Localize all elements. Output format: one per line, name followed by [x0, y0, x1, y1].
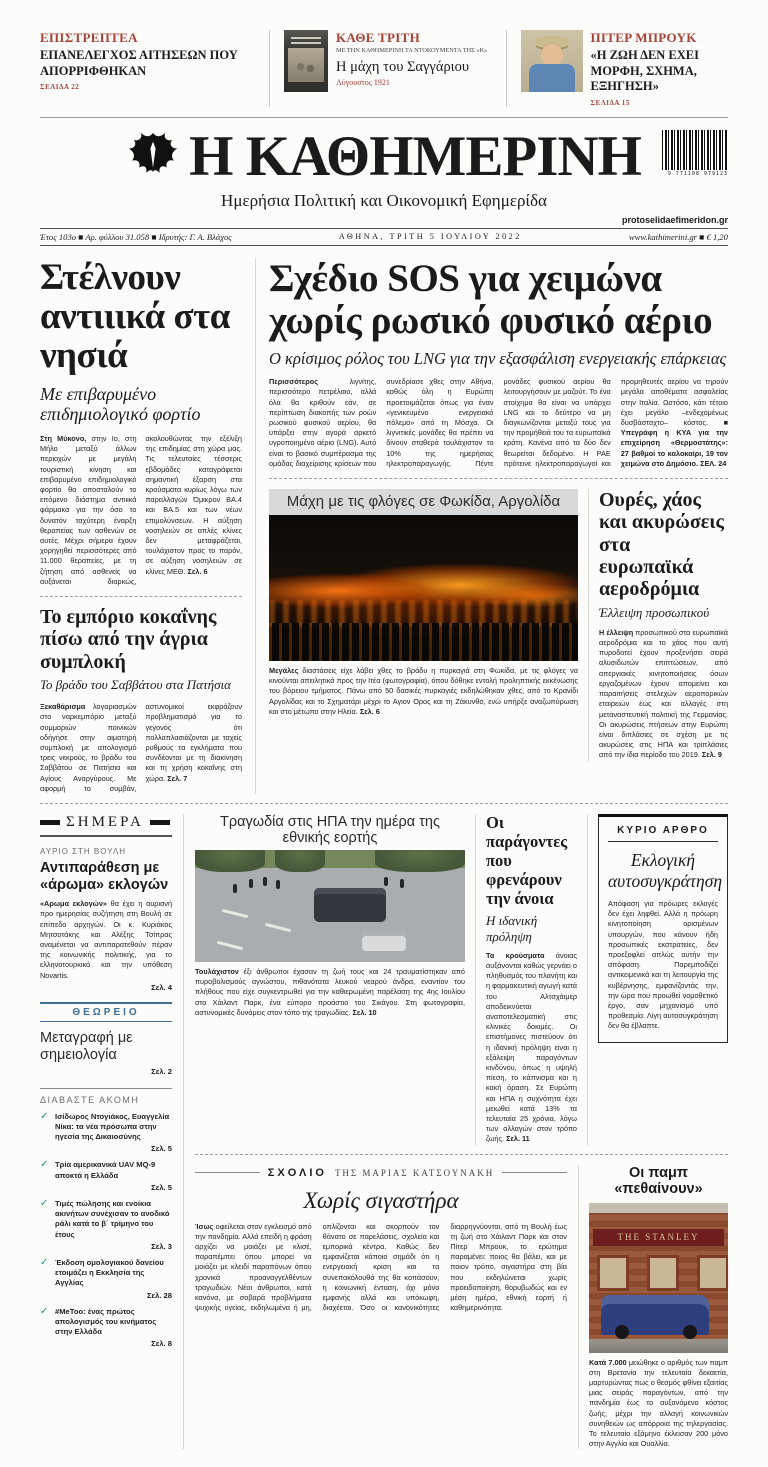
lead-left-body-lead: Στη Μύκονο, [40, 433, 87, 443]
pubs-caption [589, 1358, 728, 1450]
dementia-headline: Οι παράγοντες που φρενάρουν την άνοια [486, 812, 568, 908]
main-bullet: ■ Υπεγράφη η ΚΥΑ για την επιχείρηση «Θερμοστάτης»: 27 βαθμοί το καλοκαίρι, 19 τον χειμώνα στο Δημόσιο. [620, 417, 728, 468]
promo-center-date: Αύγουστος 1921 [336, 78, 390, 87]
site-note: protoselidaefimeridon.gr [621, 214, 728, 225]
fire-banner-headline: Μάχη με τις φλόγες σε Φωκίδα, Αργολίδα [269, 489, 578, 515]
fire-article [269, 489, 578, 761]
cocaine-body [40, 702, 242, 794]
promo-right [506, 30, 729, 107]
main-bullet-pageref: ΣΕΛ. 24 [700, 458, 727, 468]
lead-left-pageref: Σελ. 6 [187, 566, 208, 576]
usa-shooting-photo [195, 850, 465, 962]
header-bar [40, 820, 60, 825]
read-more-text: #MeToo: ένας πρώτος απολογισμός του κινήματος στην Ελλάδα [55, 1306, 157, 1337]
dementia-body-text: άνοιας αυξάνονται καθώς γερνάει ο πληθυσμός του πλανήτη και η φαρμακευτική αγωγή κατά του Αλτσχάιμερ αποδεικνύεται αναποτελεσματική στις κλινικές δοκιμές. Οι επιστήμονες πιστεύουν ότι η ιδανική πρόληψη είναι η εξάλειψη παραγόντων κινδύνου, όπως η υψηλή πίεση, το κάπνισμα και η κακή όραση. Σε Ευρώπη και ΗΠΑ η συχνότητα έχει μειωθεί κατά 13% τα τελευταία 25 χρόνια, λόγω των αλλαγών στον τρόπο ζωής. [486, 950, 578, 1144]
divider [40, 803, 728, 804]
book-cover-image [284, 30, 328, 92]
airports-headline: Ουρές, χάος και ακυρώσεις στα ευρωπαϊκά αεροδρόμια [599, 488, 724, 601]
read-more-text: Ισίδωρος Ντογιάκος, Ευαγγελία Νίκα: τα νέα πρόσωπα στην ηγεσία της Δικαιοσύνης [55, 1111, 170, 1142]
pubs-article [578, 1165, 728, 1450]
pubs-headline: Οι παμπ «πεθαίνουν» [614, 1164, 703, 1197]
read-more-pageref: Σελ. 5 [151, 1182, 172, 1192]
promo-center [269, 30, 492, 107]
lead-left-body [40, 434, 242, 587]
editorial-box [598, 814, 728, 1043]
promo-left [40, 30, 255, 107]
dateline [40, 228, 728, 246]
simera-body-lead: «Αρωμα εκλογών» [40, 899, 107, 909]
read-more-text: Τρία αμερικανικά UAV MQ-9 αποκτά η Ελλάδα [55, 1160, 156, 1180]
usa-caption-pageref: Σελ. 10 [352, 1007, 377, 1017]
pub-sign: THE STANLEY [593, 1229, 724, 1246]
simera-kicker: ΑΥΡΙΟ ΣΤΗ ΒΟΥΛΗ [40, 846, 127, 856]
left-column [40, 258, 242, 794]
airports-body-lead: Η έλλειψη [599, 627, 634, 637]
main-subhead: Ο κρίσιμος ρόλος του LNG για την εξασφάλιση ενεργειακής επάρκειας [269, 349, 727, 369]
main-article [255, 258, 728, 794]
scholio-header [195, 1167, 567, 1179]
read-more-pageref: Σελ. 8 [151, 1339, 172, 1349]
newspaper-title [127, 124, 641, 188]
simera-headline: Αντιπαράθεση με «άρωμα» εκλογών [40, 859, 169, 894]
promo-right-page: ΣΕΛΙΔΑ 15 [590, 98, 630, 107]
read-more-pageref: Σελ. 5 [151, 1144, 172, 1154]
check-icon: ✓ [40, 1305, 49, 1317]
check-icon: ✓ [40, 1256, 49, 1268]
promo-right-title: «Η ΖΩΗ ΔΕΝ ΕΧΕΙ ΜΟΡΦΗ, ΣΧΗΜΑ, ΕΞΗΓΗΣΗ» [590, 48, 699, 94]
scholio-article [195, 1165, 567, 1450]
editorial-body: Απόφαση για πρόωρες εκλογές δεν έχει ληφθεί. Αλλά η πρόωρη κινητοποίηση ορισμένων υπουργών, που κάνουν ήδη προσωπικές εκστρατείες, δεν προεξοφλεί απλώς αυτήν την απόφαση. Παρεμποδίζει αντικειμενικά και τη λειτουργία της κυβέρνησης, εμφανίζοντάς την, την ώρα που προωθεί νομοθετικό έργο, σαν μηχανισμό υπό προθεσμία. Λίγη αυτοσυγκράτηση δεν θα έβλαπτε. [608, 898, 718, 1031]
fire-caption-lead: Μεγάλες [269, 665, 299, 675]
main-body-lead: Περισσότερος [269, 377, 318, 387]
check-icon: ✓ [40, 1159, 49, 1171]
divider [40, 596, 242, 597]
lead-left-headline: Στέλνουν αντιιικά στα νησιά [40, 256, 230, 377]
cocaine-body-text: λογαριασμών στο ναρκεμπόριο μεταξύ συμμοριών ποινικών οδήγησε στην αιματηρή συμπλοκή με απολογισμό τρεις νεκρούς, το βράδυ του Σαββάτου σε Πατήσια και Αγίους Αναργύρους. Με αφορμή το συμβάν, αστυνομικοί εκφράζουν προβληματισμό για το γεγονός ότι πολλαπλασιάζονται με ταχείς ρυθμούς τα εγκλήματα που συνδέονται με τη διακίνηση και τη χρήση κοκαΐνης στη χώρα. [40, 702, 242, 793]
usa-caption [195, 967, 465, 1018]
barcode-number: 9 771108 979123 [667, 170, 728, 177]
fire-caption [269, 666, 578, 717]
check-icon: ✓ [40, 1110, 49, 1122]
theoreio-header: ΘΕΩΡΕΙΟ [40, 1002, 172, 1022]
scholio-body-text: οφείλεται στον εγκλεισμό από την πανδημία. Αλλά επειδή η φράση αρχίζει να μοιάζει με κλισέ, παραπέμπει όπου μπορεί να μοιάζει με κλειδί παραπόνων όπου χρονικά προαναγγελθέντων τραγωδιών. Νέοι άνθρωποι, κατά κανόνα, με σοβαρά προβλήματα ψυχικής υγείας, εκδηλωμένα ή μη, οπλίζονται και σκορπούν τον θάνατο σε παρελάσεις, σχολεία και εμπορικά κέντρα. Καθώς δεν εμφανίζεται κάποιο σημάδι ότι η ενεργειακή κρίση και τα συνεπακόλουθά της θα κοπάσουν, η κοινωνική ένταση, όχι μόνο εμφανής αλλά και υπόκωφη, διαχέεται. Όσο οι κανονικότητες διαρρηγνύονται, από τη Βουλή έως τη ζωή στο Χάιλαντ Παρκ και στον Πίτερ Μπρουκ, το ερώτημα παραμένει: ποιος θα βάλει, και με ποιον τρόπο, σιγαστήρα στη βία που εκδηλώνεται χωρίς προειδοποίηση, θορυβωδώς και εν μέση ημέρα, εθνική εορτή ή καθημερινότητα. [195, 1221, 567, 1313]
read-more-text: Τιμές πώλησης και ενοίκια ακινήτων συνέχισαν το ανοδικό ράλι κατά το β΄ τρίμηνο του έτους [55, 1198, 170, 1239]
usa-caption-text: έξι άνθρωποι έχασαν τη ζωή τους και 24 τραυματίστηκαν από πυροβολισμούς αγνώστου, πιθανότατα λευκού νεαρού άνδρα, εναντίον του πλήθους που είχε συγκεντρωθεί για την καθιερωμένη παρέλαση της 4ης Ιουλίου στο Χάιλαντ Παρκ, ένα εύπορο προάστιο του Σικάγου. Στη φωτογραφία, αστυνομικές δυνάμεις στον τόπο της τραγωδίας. [195, 966, 465, 1017]
airports-article [588, 489, 728, 761]
fire-caption-pageref: Σελ. 6 [359, 706, 380, 716]
eagle-logo-icon [127, 128, 179, 185]
simera-body-text: θα έχει η αυριανή προ ημερησίας συζήτηση στη Βουλή σε επίπεδο αρχηγών. Οι κ. Κυριάκος Μητσοτάκης και Αλέξης Τσίπρας αναμένεται να αντιπαρατεθούν πέραν της κοινωνικής πολιτικής, για το ελληνοτουρκικό και την υπόθεση Novartis. [40, 899, 173, 980]
read-more-item [40, 1112, 172, 1143]
wildfire-photo [269, 515, 578, 661]
main-body-text: λιγνίτης, περισσότερο πετρέλαιο, αλλά όλα θα κριθούν εάν, σε περίπτωση διακοπής των ροών ρωσικού φυσικού αερίου, θα υπάρξει στην αγορά αρκετό υγροποιημένο αέριο (LNG). Αυτό είναι το βασικό συμπέρασμα της ομάδας διαχείρισης κρίσεων που συνεδρίασε χθες στην Αθήνα, καθώς όλη η Ευρώπη προετοιμάζεται όπως για έναν «γενικευμένο ενεργειακό πόλεμο» από τη Μόσχα. Οι λιγνιτικές μονάδες θα πρέπει να δίνουν σταθερά τουλάχιστον το 10% της ημερήσιας ηλεκτροπαραγωγής. Πέντε μονάδες φυσικού αερίου θα λειτουργήσουν με μαζούτ. Το ένα στοίχημα θα είναι να υπάρχει LNG και το δεύτερο να μη διαγκωνίζονται μεταξύ τους για την προμήθειά του τα ευρωπαϊκά κράτη. Κανένα από τα δύο δεν θεωρείται δεδομένο. Η ΡΑΕ πρότεινε ηλεκτροπαραγωγοί και προμηθευτές αερίου να τηρούν μεγάλα αποθέματα ασφαλείας στην Ιταλία. Ωστόσο, κάτι τέτοιο έχει μεγάλο –ενδεχομένως δυσβάσταχτο– κόστος. [269, 377, 728, 468]
simera-rail [40, 814, 172, 1450]
pub-photo [589, 1203, 728, 1353]
main-body [269, 377, 728, 469]
scholio-headline: Χωρίς σιγαστήρα [303, 1187, 459, 1213]
airports-body [599, 628, 728, 761]
dementia-pageref: Σελ. 11 [506, 1134, 530, 1144]
masthead [40, 126, 728, 246]
usa-caption-lead: Τουλάχιστον [195, 966, 239, 976]
editorial-headline: Εκλογική αυτοσυγκράτηση [608, 849, 723, 891]
simera-header [40, 814, 172, 837]
read-more-pageref: Σελ. 3 [151, 1241, 172, 1251]
simera-body [40, 899, 172, 981]
cocaine-subhead: Το βράδυ του Σαββάτου στα Πατήσια [40, 677, 231, 693]
main-headline: Σχέδιο SOS για χειμώνα χωρίς ρωσικό φυσικό αέριο [269, 256, 713, 342]
cocaine-pageref: Σελ. 7 [167, 773, 188, 783]
scholio-body [195, 1222, 567, 1314]
simera-pageref: Σελ. 4 [151, 982, 172, 992]
airports-pageref: Σελ. 9 [701, 750, 722, 760]
editorial-header: ΚΥΡΙΟ ΑΡΘΡΟ [608, 825, 718, 842]
theoreio-title: Μεταγραφή με σημειολογία [40, 1029, 133, 1064]
dateline-left: Έτος 103ο ■ Αρ. φύλλου 31.058 ■ Ιδρυτής: Γ. Α. Βλάχος [40, 231, 232, 242]
airports-subhead: Έλλειψη προσωπικού [599, 604, 710, 620]
dementia-article [475, 814, 577, 1145]
theoreio-pageref: Σελ. 2 [151, 1066, 172, 1076]
read-more-item [40, 1160, 172, 1181]
barcode-image [662, 130, 728, 170]
promo-right-kicker: ΠΙΤΕΡ ΜΠΡΟΥΚ [590, 30, 697, 45]
newspaper-title-text: Η ΚΑΘΗΜΕΡΙΝΗ [189, 124, 641, 188]
promo-left-page: ΣΕΛΙΔΑ 22 [40, 83, 80, 92]
cocaine-body-lead: Ξεκαθάρισμα [40, 702, 86, 712]
read-more-header: ΔΙΑΒΑΣΤΕ ΑΚΟΜΗ [40, 1088, 172, 1105]
dementia-body [486, 951, 577, 1145]
read-more-item [40, 1258, 172, 1289]
divider [269, 478, 728, 479]
simera-header-text: ΣΗΜΕΡΑ [66, 813, 144, 830]
read-more-text: Έκδοση ομολογιακού δανείου ετοιμάζει η Εκκλησία της Αγγλίας [55, 1257, 164, 1288]
top-rule [40, 117, 728, 118]
header-line [195, 1172, 260, 1173]
promo-center-kicker: ΚΑΘΕ ΤΡΙΤΗ [336, 30, 420, 45]
promo-left-kicker: ΕΠΙΣΤΡΕΠΤΕΑ [40, 30, 138, 45]
editorial-column [587, 814, 728, 1145]
scholio-byline: ΤΗΣ ΜΑΡΙΑΣ ΚΑΤΣΟΥΝΑΚΗ [334, 1167, 495, 1178]
top-promo-strip [40, 30, 728, 117]
read-more-item [40, 1199, 172, 1240]
header-bar [150, 820, 170, 825]
airports-body-text: προσωπικού στα ευρωπαϊκά αεροδρόμια και το χάος που αυτή πυροδοτεί έχουν προξενήσει σειρά αλυσιδωτών επιπτώσεων, από απεργιακές κινητοποιήσεις όσων εργαζομένων έχουν απομείνει και παραιτήσεις στελεχών αεροπορικών εταιρειών έως και αλλαγές στη μεταναστευτική πολιτική της Γερμανίας. Οι ακυρώσεις πτήσεων στην Ευρώπη είναι διπλάσιες σε σχέση με τις ακυρώσεις στις ΗΠΑ και τριπλάσιες από την ίδια περίοδο του 2019. [599, 627, 728, 760]
header-line [502, 1172, 567, 1173]
cocaine-headline: Το εμπόριο κοκαΐνης πίσω από την άγρια συμπλοκή [40, 605, 217, 673]
promo-left-title: ΕΠΑΝΕΛΕΓΧΟΣ ΑΙΤΗΣΕΩΝ ΠΟΥ ΑΠΟΡΡΙΦΘΗΚΑΝ [40, 48, 238, 78]
dementia-subhead: Η ιδανική πρόληψη [486, 912, 538, 944]
divider [195, 1154, 728, 1155]
read-more-item [40, 1307, 172, 1338]
scholio-body-lead: Ίσως [195, 1221, 214, 1231]
fire-caption-text: διαστάσεις είχε λάβει χθες το βράδυ η πυρκαγιά στη Φωκίδα, με τις φλόγες να κινούνται απειλητικά προς την Ιτέα (φωτογραφία), όπου δόθηκε εντολή προληπτικής εκκένωσης του βόρειου τμήματος. Πάνω από 50 δασικές πυρκαγιές εκδηλώθηκαν χθες, από το Κρανίδι Αργολίδας και το Σχηματάρι μέχρι το Αγιον Ορος και τη Ζάκυνθο, ενώ υπήρξε αναζωπύρωση και στο μέτωπο στην Ηλεία. [269, 665, 578, 716]
newspaper-subtitle: Ημερήσια Πολιτική και Οικονομική Εφημερίδα [221, 190, 547, 210]
pubs-caption-lead: Κατά 7.000 [589, 1357, 627, 1367]
promo-center-title: Η μάχη του Σαγγάριου [336, 59, 470, 75]
usa-article [195, 814, 465, 1145]
promo-center-sub: ΜΕ ΤΗΝ ΚΑΘΗΜΕΡΙΝΗ ΤΑ ΝΤΟΚΟΥΜΕΝΤΑ ΤΗΣ «Κ» [336, 47, 488, 54]
read-more-pageref: Σελ. 28 [146, 1290, 172, 1300]
dateline-center: ΑΘΗΝΑ, ΤΡΙΤΗ 5 ΙΟΥΛΙΟΥ 2022 [338, 232, 522, 242]
scholio-header-text: ΣΧΟΛΙΟ [267, 1166, 327, 1179]
peter-brook-photo [521, 30, 583, 92]
pubs-caption-text: μειώθηκε ο αριθμός των παμπ στη Βρετανία την τελευταία δεκαετία, μαρτυρώντας πως ο θεσμός φθίνει εξαιτίας μιας σειράς παραγόντων, από την πανδημία έως το αυξανόμενο κόστος ζωής, μέχρι την αλλαγή κοινωνικών συνηθειών ως απόρροια της τηλεργασίας. Το τελευταίο εξάμηνο έκλεισαν 200 μόνο στην Αγγλία και Ουαλλία. [589, 1357, 728, 1449]
dementia-body-lead: Τα κρούσματα [486, 950, 545, 960]
lead-left-subhead: Με επιβαρυμένο επιδημιολογικό φορτίο [40, 383, 201, 425]
dateline-right: www.kathimerini.gr ■ € 1,20 [628, 231, 728, 242]
check-icon: ✓ [40, 1197, 49, 1209]
usa-headline: Τραγωδία στις ΗΠΑ την ημέρα της εθνικής εορτής [220, 813, 440, 846]
lead-left-body-text: στην Ιο, στη Μήλο μεταξύ άλλων περιοχών με μεγάλη τουριστική κίνηση και επιβαρυμένο επιδημιολογικό φορτίο θα αποσταλούν το επόμενο διάστημα αντιιικά φάρμακα για την όσο το δυνατόν ταχύτερη έναρξη θεραπείας των ασθενών σε αυτές. Μέχρι σήμερα έχουν χορηγηθεί περισσότερες από 11.000 θεραπείες, με τη ζήτηση από ασθενείς να αυξάνεται διαρκώς, ακολουθώντας την εξέλιξη της επιδημίας στη χώρα μας. Τις τελευταίες τέσσερις εβδομάδες καταγράφεται σημαντική έξαρση στα κρούσματα κυρίως λόγω των παραλλαγών Όμικρον ΒΑ.4 και ΒΑ.5 και των νέων επιμολύνσεων. Η αύξηση νοσηλειών σε απλές κλίνες δεν μεταφράζεται, τουλάχιστον προς το παρόν, σε αύξηση νοσηλειών σε κλίνες ΜΕΘ. [40, 433, 242, 586]
